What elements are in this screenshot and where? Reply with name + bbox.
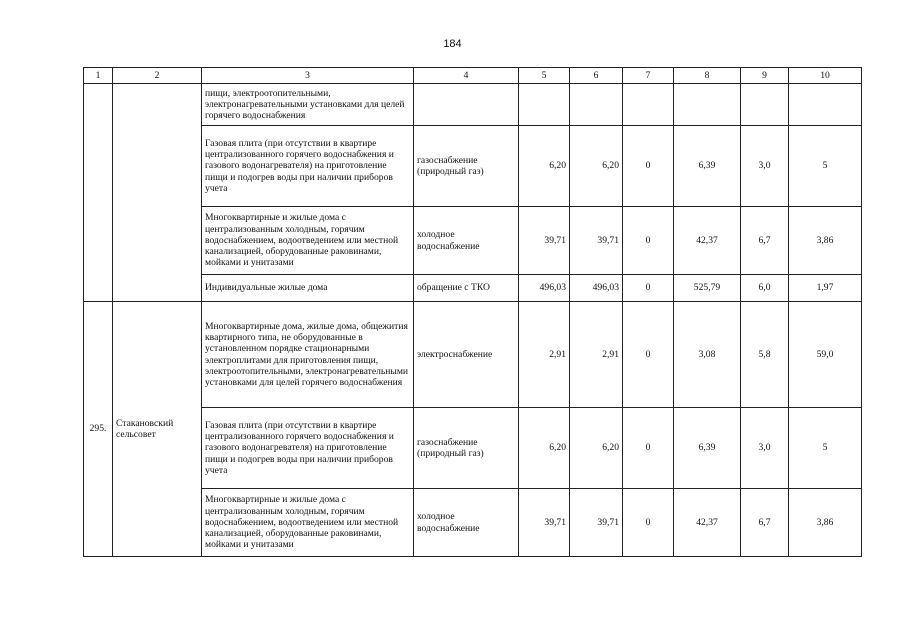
value-col5 [519, 84, 570, 126]
value-col9: 3,0 [741, 408, 789, 489]
consumer-category: пищи, электроотопительными, электронагревательными установками для целей горячего водоснабжения [202, 84, 414, 126]
value-col6: 39,71 [570, 207, 623, 275]
column-header: 7 [623, 68, 674, 84]
value-col6: 39,71 [570, 489, 623, 557]
column-header: 8 [674, 68, 741, 84]
column-header: 3 [202, 68, 414, 84]
service-type: обращение с ТКО [414, 275, 519, 302]
service-type: газоснабжение (природный газ) [414, 126, 519, 207]
page-number: 184 [443, 38, 462, 50]
value-col9 [741, 84, 789, 126]
consumer-category: Многоквартирные и жилые дома с централизованным холодным, горячим водоснабжением, водоотведением или местной канализацией, оборудованные раковинами, мойками и унитазами [202, 489, 414, 557]
value-col5: 39,71 [519, 489, 570, 557]
value-col8: 6,39 [674, 126, 741, 207]
value-col9: 5,8 [741, 302, 789, 408]
value-col7: 0 [623, 489, 674, 557]
value-col8: 42,37 [674, 489, 741, 557]
column-number-row [84, 68, 862, 84]
value-col5: 6,20 [519, 126, 570, 207]
table-row [84, 84, 862, 126]
consumer-category: Многоквартирные дома, жилые дома, общежития квартирного типа, не оборудованные в установленном порядке стационарными электроплитами для приготовления пищи, электроотопительными, электронагревательными установками для целей горячего водоснабжения [202, 302, 414, 408]
value-col10: 59,0 [789, 302, 862, 408]
value-col10: 1,97 [789, 275, 862, 302]
column-header: 2 [113, 68, 202, 84]
value-col9: 6,0 [741, 275, 789, 302]
value-col5: 496,03 [519, 275, 570, 302]
settlement-name-cell [113, 84, 202, 302]
service-type: холодное водоснабжение [414, 207, 519, 275]
column-header: 9 [741, 68, 789, 84]
value-col9: 3,0 [741, 126, 789, 207]
value-col10: 5 [789, 408, 862, 489]
row-number-cell [84, 84, 113, 302]
value-col7: 0 [623, 207, 674, 275]
tariff-table [83, 67, 862, 557]
value-col8: 525,79 [674, 275, 741, 302]
value-col10: 3,86 [789, 207, 862, 275]
value-col5: 2,91 [519, 302, 570, 408]
value-col9: 6,7 [741, 489, 789, 557]
value-col8: 3,08 [674, 302, 741, 408]
consumer-category: Газовая плита (при отсутствии в квартире централизованного горячего водоснабжения и газового водонагревателя) на приготовление пищи и подогрев воды при наличии приборов учета [202, 126, 414, 207]
consumer-category: Индивидуальные жилые дома [202, 275, 414, 302]
value-col7: 0 [623, 275, 674, 302]
value-col7: 0 [623, 126, 674, 207]
value-col7: 0 [623, 408, 674, 489]
value-col6: 6,20 [570, 126, 623, 207]
consumer-category: Газовая плита (при отсутствии в квартире централизованного горячего водоснабжения и газового водонагревателя) на приготовление пищи и подогрев воды при наличии приборов учета [202, 408, 414, 489]
value-col6 [570, 84, 623, 126]
service-type [414, 84, 519, 126]
value-col8 [674, 84, 741, 126]
value-col8: 42,37 [674, 207, 741, 275]
value-col6: 6,20 [570, 408, 623, 489]
value-col10 [789, 84, 862, 126]
service-type: холодное водоснабжение [414, 489, 519, 557]
value-col9: 6,7 [741, 207, 789, 275]
value-col5: 6,20 [519, 408, 570, 489]
value-col5: 39,71 [519, 207, 570, 275]
value-col7: 0 [623, 302, 674, 408]
table-row [84, 302, 862, 408]
service-type: газоснабжение (природный газ) [414, 408, 519, 489]
consumer-category: Многоквартирные и жилые дома с централизованным холодным, горячим водоснабжением, водоотведением или местной канализацией, оборудованные раковинами, мойками и унитазами [202, 207, 414, 275]
column-header: 1 [84, 68, 113, 84]
value-col6: 2,91 [570, 302, 623, 408]
column-header: 5 [519, 68, 570, 84]
column-header: 4 [414, 68, 519, 84]
value-col10: 5 [789, 126, 862, 207]
settlement-name-cell: Стакановский сельсовет [113, 302, 202, 557]
service-type: электроснабжение [414, 302, 519, 408]
value-col6: 496,03 [570, 275, 623, 302]
value-col8: 6,39 [674, 408, 741, 489]
row-number-cell: 295. [84, 302, 113, 557]
column-header: 6 [570, 68, 623, 84]
value-col10: 3,86 [789, 489, 862, 557]
value-col7 [623, 84, 674, 126]
column-header: 10 [789, 68, 862, 84]
